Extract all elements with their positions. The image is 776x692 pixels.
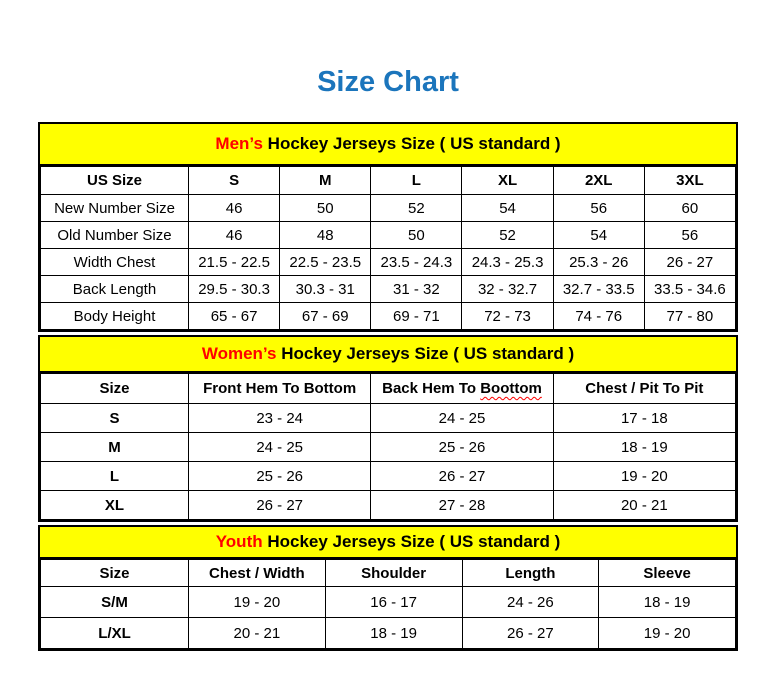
column-header: M bbox=[280, 167, 371, 195]
size-cell: 30.3 - 31 bbox=[280, 276, 371, 303]
column-header: Shoulder bbox=[325, 560, 462, 587]
table-row bbox=[41, 276, 736, 303]
size-cell: 32.7 - 33.5 bbox=[553, 276, 644, 303]
size-cell: 20 - 21 bbox=[553, 491, 735, 520]
size-cell: 25 - 26 bbox=[189, 462, 371, 491]
size-cell: 24 - 25 bbox=[371, 404, 553, 433]
size-cell: 46 bbox=[189, 195, 280, 222]
size-cell: 24.3 - 25.3 bbox=[462, 249, 553, 276]
column-header: Front Hem To Bottom bbox=[189, 374, 371, 404]
size-cell: 21.5 - 22.5 bbox=[189, 249, 280, 276]
size-cell: 24 - 26 bbox=[462, 587, 599, 618]
row-label: Width Chest bbox=[41, 249, 189, 276]
table-row bbox=[41, 222, 736, 249]
row-label: L bbox=[41, 462, 189, 491]
size-cell: 54 bbox=[553, 222, 644, 249]
row-label: Body Height bbox=[41, 303, 189, 330]
size-cell: 26 - 27 bbox=[462, 618, 599, 649]
column-header: S bbox=[189, 167, 280, 195]
row-label: Back Length bbox=[41, 276, 189, 303]
size-cell: 19 - 20 bbox=[599, 618, 736, 649]
size-cell: 54 bbox=[462, 195, 553, 222]
column-header: Chest / Pit To Pit bbox=[553, 374, 735, 404]
youth-table-banner bbox=[40, 527, 736, 559]
size-cell: 18 - 19 bbox=[325, 618, 462, 649]
misspelled-word: Boottom bbox=[480, 380, 542, 397]
header-row bbox=[41, 167, 736, 195]
size-cell: 52 bbox=[462, 222, 553, 249]
size-cell: 26 - 27 bbox=[644, 249, 735, 276]
mens-table-banner bbox=[40, 124, 736, 166]
size-cell: 18 - 19 bbox=[553, 433, 735, 462]
size-cell: 24 - 25 bbox=[189, 433, 371, 462]
size-cell: 50 bbox=[280, 195, 371, 222]
womens-table-banner bbox=[40, 337, 736, 373]
womens-banner-highlight: Women’s bbox=[201, 344, 277, 363]
table-row bbox=[41, 195, 736, 222]
page-title: Size Chart bbox=[317, 66, 459, 98]
mens-banner-text: Hockey Jerseys Size ( US standard ) bbox=[262, 134, 561, 153]
row-label: L/XL bbox=[41, 618, 189, 649]
size-cell: 16 - 17 bbox=[325, 587, 462, 618]
table-row bbox=[41, 587, 736, 618]
size-cell: 27 - 28 bbox=[371, 491, 553, 520]
size-cell: 67 - 69 bbox=[280, 303, 371, 330]
column-header: Size bbox=[41, 560, 189, 587]
row-label: S/M bbox=[41, 587, 189, 618]
womens-banner-text: Hockey Jerseys Size ( US standard ) bbox=[276, 344, 575, 363]
size-cell: 18 - 19 bbox=[599, 587, 736, 618]
size-cell: 32 - 32.7 bbox=[462, 276, 553, 303]
size-cell: 19 - 20 bbox=[553, 462, 735, 491]
size-cell: 50 bbox=[371, 222, 462, 249]
size-cell: 56 bbox=[644, 222, 735, 249]
youth-size-table bbox=[38, 525, 738, 651]
youth-table-grid bbox=[40, 559, 736, 649]
column-header: Chest / Width bbox=[189, 560, 326, 587]
size-cell: 31 - 32 bbox=[371, 276, 462, 303]
mens-banner-highlight: Men’s bbox=[215, 134, 263, 153]
size-cell: 22.5 - 23.5 bbox=[280, 249, 371, 276]
mens-table-grid bbox=[40, 166, 736, 330]
row-label: New Number Size bbox=[41, 195, 189, 222]
youth-banner-highlight: Youth bbox=[215, 532, 263, 551]
size-cell: 48 bbox=[280, 222, 371, 249]
row-label: S bbox=[41, 404, 189, 433]
size-cell: 60 bbox=[644, 195, 735, 222]
column-header: XL bbox=[462, 167, 553, 195]
header-row bbox=[41, 374, 736, 404]
table-row bbox=[41, 303, 736, 330]
size-cell: 23 - 24 bbox=[189, 404, 371, 433]
column-header: Size bbox=[41, 374, 189, 404]
table-row bbox=[41, 462, 736, 491]
size-cell: 46 bbox=[189, 222, 280, 249]
column-header bbox=[371, 374, 553, 404]
size-cell: 33.5 - 34.6 bbox=[644, 276, 735, 303]
size-cell: 72 - 73 bbox=[462, 303, 553, 330]
womens-table-grid bbox=[40, 373, 736, 520]
size-cell: 19 - 20 bbox=[189, 587, 326, 618]
header-row bbox=[41, 560, 736, 587]
column-header: L bbox=[371, 167, 462, 195]
table-row bbox=[41, 618, 736, 649]
column-header: 2XL bbox=[553, 167, 644, 195]
size-cell: 77 - 80 bbox=[644, 303, 735, 330]
size-cell: 26 - 27 bbox=[189, 491, 371, 520]
size-cell: 56 bbox=[553, 195, 644, 222]
size-cell: 29.5 - 30.3 bbox=[189, 276, 280, 303]
size-cell: 17 - 18 bbox=[553, 404, 735, 433]
size-cell: 65 - 67 bbox=[189, 303, 280, 330]
youth-banner-text: Hockey Jerseys Size ( US standard ) bbox=[262, 532, 561, 551]
column-header: US Size bbox=[41, 167, 189, 195]
table-row bbox=[41, 491, 736, 520]
row-label: M bbox=[41, 433, 189, 462]
size-cell: 52 bbox=[371, 195, 462, 222]
size-cell: 25 - 26 bbox=[371, 433, 553, 462]
size-cell: 25.3 - 26 bbox=[553, 249, 644, 276]
table-row bbox=[41, 249, 736, 276]
size-cell: 74 - 76 bbox=[553, 303, 644, 330]
womens-size-table bbox=[38, 335, 738, 522]
row-label: XL bbox=[41, 491, 189, 520]
size-cell: 69 - 71 bbox=[371, 303, 462, 330]
column-header: Length bbox=[462, 560, 599, 587]
row-label: Old Number Size bbox=[41, 222, 189, 249]
table-row bbox=[41, 433, 736, 462]
column-header: 3XL bbox=[644, 167, 735, 195]
table-row bbox=[41, 404, 736, 433]
column-header-text: Back Hem To bbox=[382, 380, 481, 397]
size-cell: 26 - 27 bbox=[371, 462, 553, 491]
mens-size-table bbox=[38, 122, 738, 332]
size-cell: 23.5 - 24.3 bbox=[371, 249, 462, 276]
column-header: Sleeve bbox=[599, 560, 736, 587]
size-cell: 20 - 21 bbox=[189, 618, 326, 649]
